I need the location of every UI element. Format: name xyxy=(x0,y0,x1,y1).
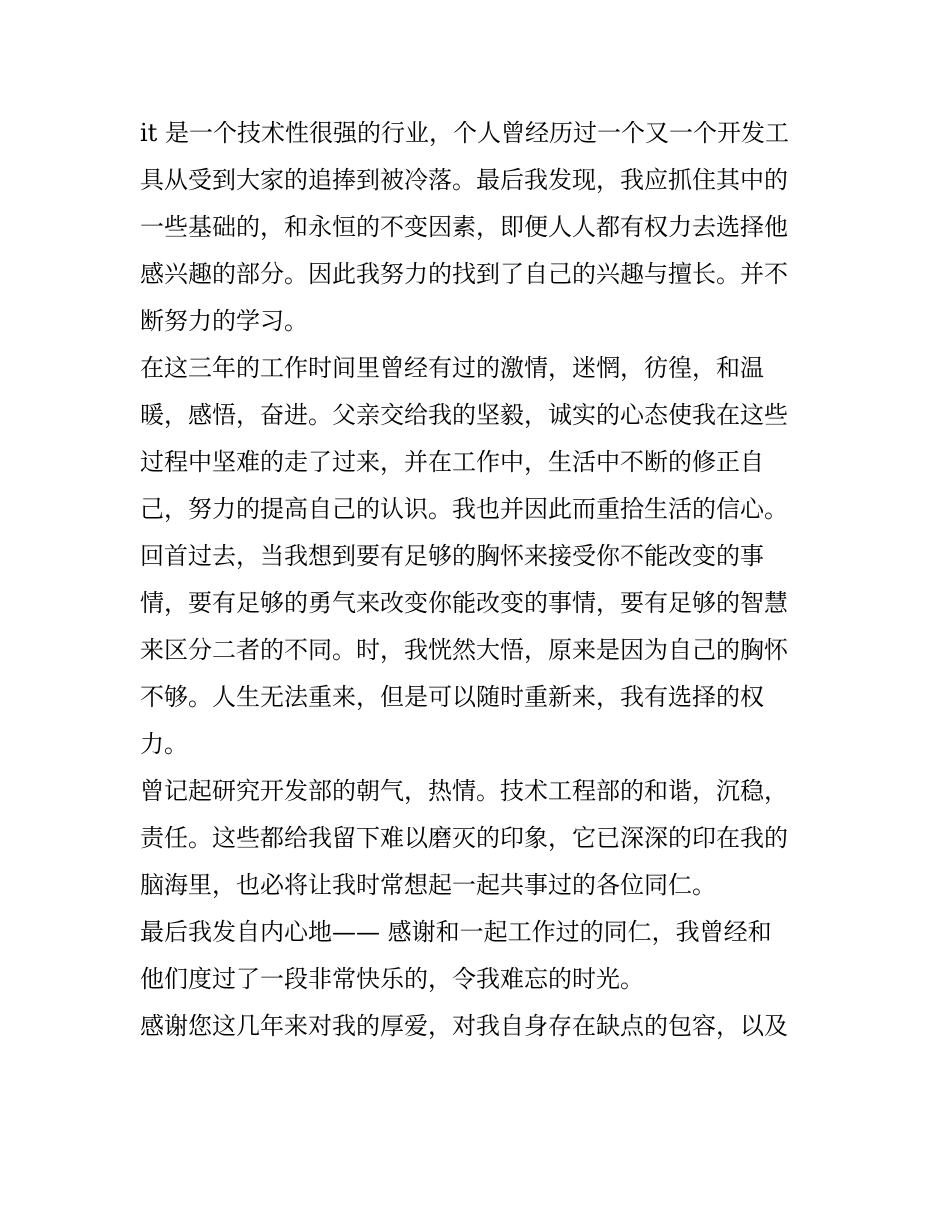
text-line: 力。 xyxy=(140,730,188,758)
text-line: 己，努力的提高自己的认识。我也并因此而重拾生活的信心。 xyxy=(140,495,788,523)
text-line: 曾记起研究开发部的朝气，热情。技术工程部的和谐，沉稳， xyxy=(140,777,788,805)
text-line: 情，要有足够的勇气来改变你能改变的事情，要有足够的智慧 xyxy=(140,589,788,617)
text-line: 最后我发自内心地—— 感谢和一起工作过的同仁，我曾经和 xyxy=(140,918,772,946)
text-line: 感兴趣的部分。因此我努力的找到了自己的兴趣与擅长。并不 xyxy=(140,260,788,288)
text-line: 过程中坚难的走了过来，并在工作中，生活中不断的修正自 xyxy=(140,448,764,476)
text-line: 不够。人生无法重来，但是可以随时重新来，我有选择的权 xyxy=(140,683,764,711)
text-line: it 是一个技术性很强的行业，个人曾经历过一个又一个开发工 xyxy=(140,119,789,147)
text-line: 责任。这些都给我留下难以磨灭的印象，它已深深的印在我的 xyxy=(140,824,788,852)
text-line: 他们度过了一段非常快乐的，令我难忘的时光。 xyxy=(140,965,644,993)
text-line: 一些基础的，和永恒的不变因素，即便人人都有权力去选择他 xyxy=(140,213,788,241)
text-line: 在这三年的工作时间里曾经有过的激情，迷惘，彷徨，和温 xyxy=(140,354,764,382)
text-line: 具从受到大家的追捧到被冷落。最后我发现，我应抓住其中的 xyxy=(140,166,788,194)
document-body xyxy=(140,110,820,1050)
text-line: 感谢您这几年来对我的厚爱，对我自身存在缺点的包容，以及 xyxy=(140,1012,788,1040)
text-line: 回首过去，当我想到要有足够的胸怀来接受你不能改变的事 xyxy=(140,542,764,570)
text-line: 脑海里，也必将让我时常想起一起共事过的各位同仁。 xyxy=(140,871,716,899)
text-line: 暖，感悟，奋进。父亲交给我的坚毅，诚实的心态使我在这些 xyxy=(140,401,788,429)
text-line: 断努力的学习。 xyxy=(140,307,308,335)
text-line: 来区分二者的不同。时，我恍然大悟，原来是因为自己的胸怀 xyxy=(140,636,788,664)
